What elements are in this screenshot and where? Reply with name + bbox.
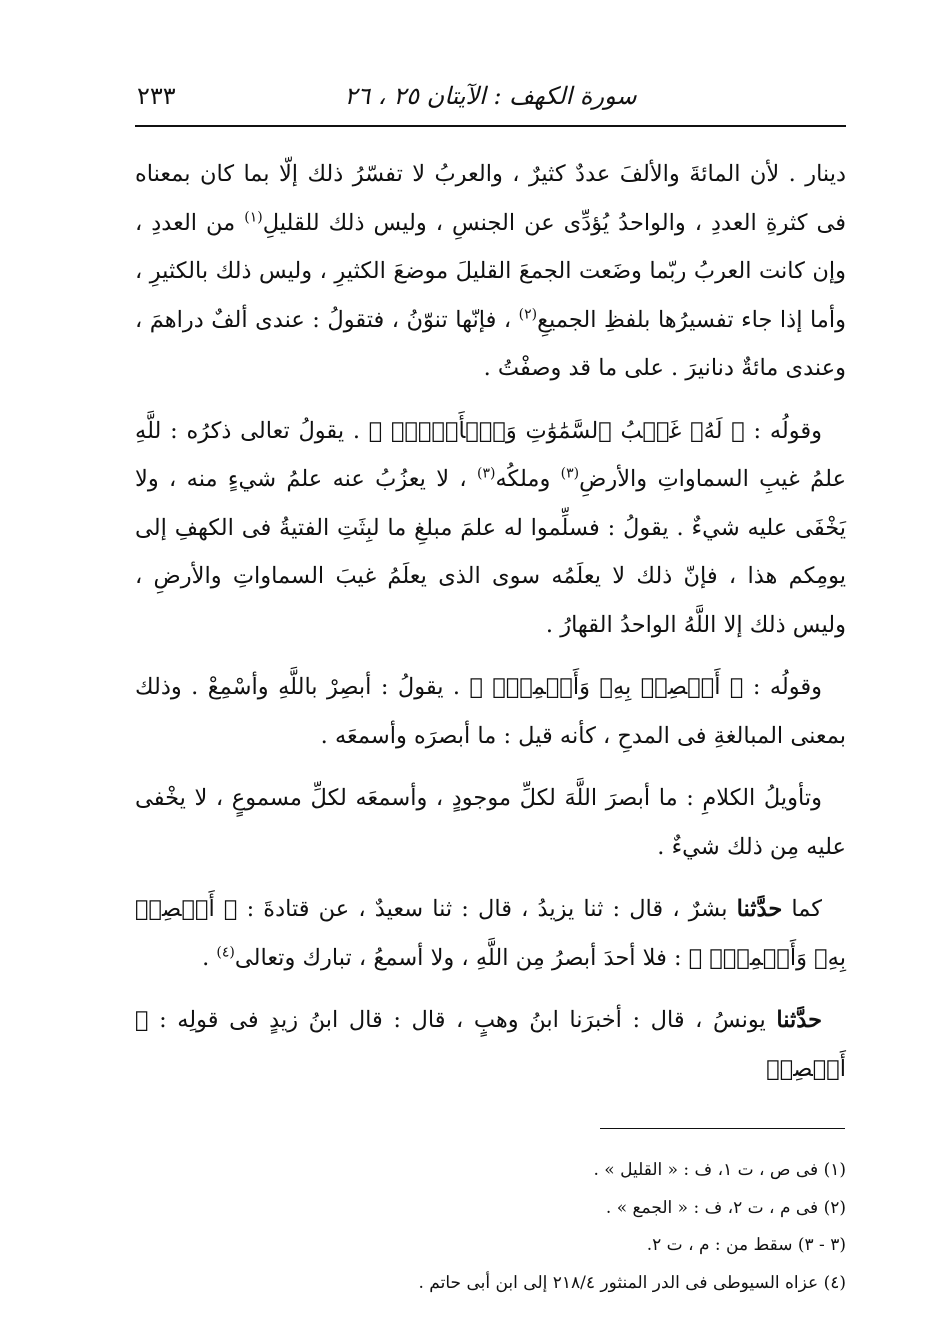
paragraph	[135, 996, 846, 1093]
paragraph-text: .	[202, 944, 217, 971]
paragraph-text: من العددِ ، وإن كانت العربُ ربّما وضَعت الجمعَ القليلَ موضعَ الكثيرِ ، وليس ذلك بالكثيرِ ، وأما إذا جاء تفسيرُها بلفظِ الجميعِ	[135, 209, 846, 333]
footnote-marker[interactable]: (٤)	[216, 944, 235, 960]
paragraph-text: ، لا يعزُبُ عنه علمُ شيءٍ منه ، ولا يَخْفَى عليه شيءٌ . يقولُ : فسلِّموا له علمَ مبلغِ ما لبِثَتِ الفتيةُ فى الكهفِ إلى يومِكم هذا ، فإنّ ذلك لا يعلَمُه سوى الذى يعلَمُ غيبَ السماواتِ والأرضِ ، وليس ذلك إلا اللَّهُ الواحدُ القهارُ .	[135, 466, 846, 638]
narration-keyword: حدَّثنا	[736, 896, 783, 922]
paragraph-text: يونسُ ، قال : أخبرَنا ابنُ وهبٍ ، قال : قال ابنُ زيدٍ فى قولِه : ﴿ أَبۡصِرۡ	[135, 1007, 846, 1082]
paragraph	[135, 774, 846, 871]
footnote-item: (٤) عزاه السيوطى فى الدر المنثور ٢١٨/٤ إلى ابن أبى حاتم .	[418, 1272, 846, 1293]
paragraph-text: وقولُه : ﴿ أَبۡصِرۡ بِهِۦ وَأَسۡمِعۡۚ ﴾ . يقولُ : أبصِرْ باللَّهِ وأسْمِعْ . وذلك بمعنى المبالغةِ فى المدحِ ، كأنه قيل : ما أبصرَه وأسمعَه .	[135, 674, 846, 749]
footnote-item: (١) فى ص ، ت ١، ف : « القليل » .	[593, 1160, 846, 1180]
paragraph	[135, 885, 846, 982]
page-header	[135, 78, 846, 122]
paragraph	[135, 150, 846, 393]
paragraph	[135, 407, 846, 650]
paragraph	[135, 663, 846, 760]
page-number: ٢٣٣	[137, 82, 176, 110]
footnote-item: (٣ - ٣) سقط من : م ، ت ٢.	[646, 1235, 846, 1255]
paragraph-text: بشرٌ ، قال : ثنا يزيدُ ، قال : ثنا سعيدٌ ، عن قتادةَ : ﴿ أَبۡصِرۡ بِهِۦ وَأَسۡمِعۡۚ ﴾ : فلا أحدَ أبصرُ مِن اللَّهِ ، ولا أسمعُ ، تبارك وتعالى	[135, 896, 846, 971]
footnote-marker[interactable]: (٢)	[518, 306, 538, 322]
running-title: سورة الكهف : الآيتان ٢٥ ، ٢٦	[344, 82, 637, 110]
paragraph-text: وملكُه	[495, 466, 561, 492]
footnote-marker[interactable]: (٣)	[477, 465, 496, 482]
paragraph-text: وتأويلُ الكلامِ : ما أبصرَ اللَّهَ لكلِّ موجودٍ ، وأسمعَه لكلِّ مسموعٍ ، لا يخْفى عليه مِن ذلك شيءٌ .	[135, 785, 846, 860]
paragraph-text: وقولُه : ﴿ لَهُۥ غَيۡبُ ٱلسَّمَٰوَٰتِ وَٱلۡأَرۡضِۖ ﴾ . يقولُ تعالى ذكرُه : للَّهِ علمُ غيبِ السماواتِ والأرضِ	[135, 417, 846, 492]
footnote-item: (٢) فى م ، ت ٢، ف : « الجمع » .	[605, 1197, 846, 1218]
footnote-marker[interactable]: (٣)	[560, 465, 580, 482]
main-text	[135, 150, 846, 1107]
narration-keyword: حدَّثنا	[776, 1007, 822, 1033]
footnotes	[135, 1152, 846, 1302]
paragraph-text: ، فإنّها تنوّنُ ، فتقولُ : عندى ألفٌ دراهمَ ، وعندى مائةٌ دنانيرَ . على ما قد وصفْتُ .	[135, 306, 846, 381]
paragraph-text: كما	[782, 896, 823, 922]
footnote-separator	[600, 1128, 845, 1129]
footnote-marker[interactable]: (١)	[244, 209, 263, 225]
header-rule	[135, 125, 846, 127]
paragraph-text: دينار . لأن المائةَ والألفَ عددٌ كثيرٌ ، والعربُ لا تفسّرُ ذلك إلّا بما كان بمعناه فى كثرةِ العددِ ، والواحدُ يُؤدِّى عن الجنسِ ، وليس ذلك للقليلِ	[135, 161, 846, 236]
